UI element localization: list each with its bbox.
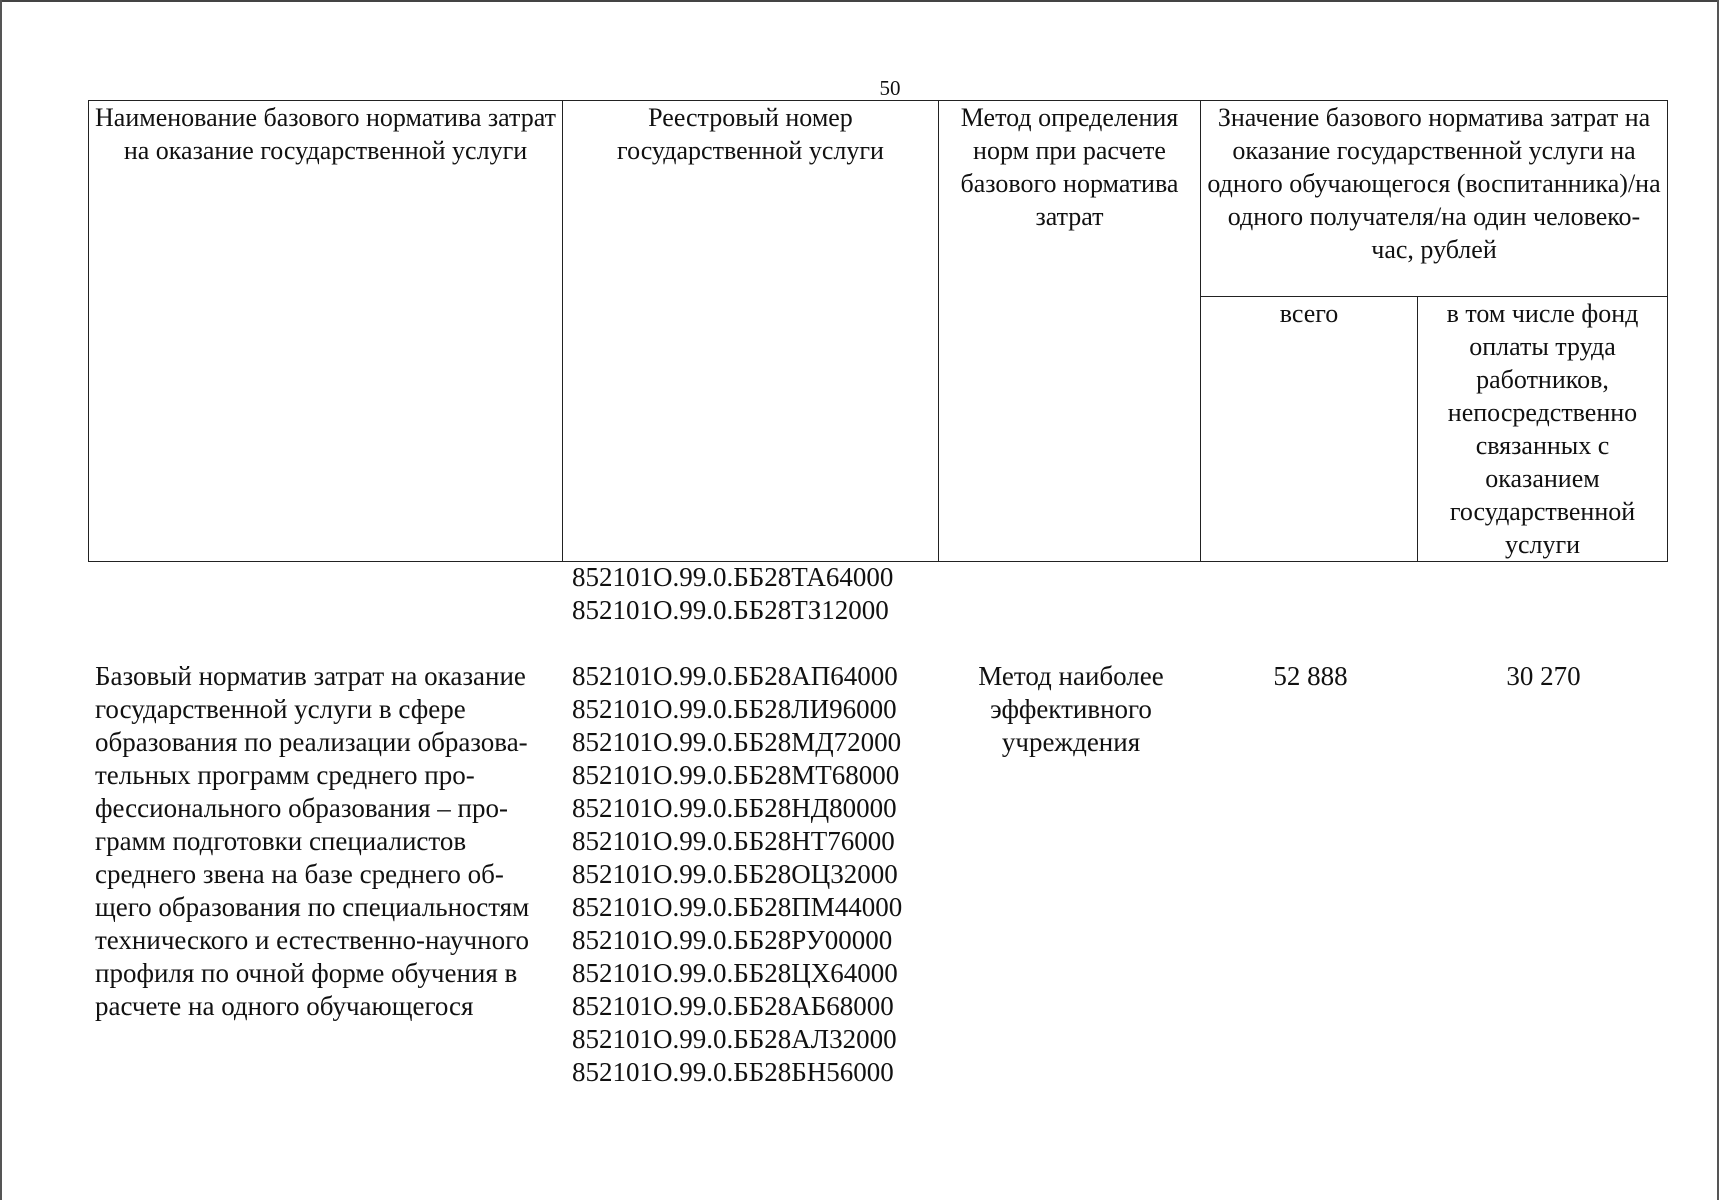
norm-name-line: фессионального образования – про- [95, 793, 508, 823]
norm-name-line: грамм подготовки специалистов [95, 826, 467, 856]
registry-code: 852101О.99.0.ББ28МД72000 [572, 727, 902, 757]
norm-name-line: тельных программ среднего про- [95, 760, 475, 790]
page-number: 50 [879, 76, 901, 100]
registry-code: 852101О.99.0.ББ28РУ00000 [572, 925, 893, 955]
continued-code: 852101О.99.0.ББ28ТА64000 [572, 562, 894, 592]
registry-code: 852101О.99.0.ББ28АП64000 [572, 661, 898, 691]
norm-name [95, 660, 557, 1023]
registry-code: 852101О.99.0.ББ28ПМ44000 [572, 892, 903, 922]
norm-name-line: среднего звена на базе среднего об- [95, 859, 504, 889]
continued-codes [572, 561, 893, 627]
continued-code: 852101О.99.0.ББ28ТЗ12000 [572, 595, 889, 625]
norm-name-line: Базовый норматив затрат на оказание [95, 661, 526, 691]
registry-code: 852101О.99.0.ББ28НД80000 [572, 793, 897, 823]
header-value-cell: Значение базового норматива затрат на оказание государственной услуги на одного обучающегося (воспитанника)/на одного получателя/на один человеко-час, рублей [1201, 101, 1668, 297]
registry-code: 852101О.99.0.ББ28НТ76000 [572, 826, 895, 856]
registry-code: 852101О.99.0.ББ28ЛИ96000 [572, 694, 897, 724]
norm-name-line: расчете на одного обучающегося [95, 991, 474, 1021]
header-table [88, 100, 1668, 562]
method-value: Метод наиболее эффективного учреждения [978, 661, 1164, 757]
total-value: 52 888 [1273, 661, 1348, 691]
header-total-cell: всего [1201, 297, 1418, 562]
wage-fund-value: 30 270 [1506, 661, 1581, 691]
registry-code: 852101О.99.0.ББ28МТ68000 [572, 760, 900, 790]
header-wage-cell: в том числе фонд оплаты труда работников, непосредственно связанных с оказанием государственной услуги [1418, 297, 1668, 562]
registry-codes [572, 660, 902, 1089]
norm-name-line: щего образования по специальностям [95, 892, 530, 922]
norm-name-line: технического и естественно-научного [95, 925, 529, 955]
norm-name-line: профиля по очной форме обучения в [95, 958, 518, 988]
scan-edge-left [0, 0, 2, 1200]
registry-code: 852101О.99.0.ББ28АБ68000 [572, 991, 894, 1021]
registry-code: 852101О.99.0.ББ28АЛ32000 [572, 1024, 897, 1054]
scan-edge-top [0, 0, 1719, 2]
norm-name-line: образования по реализации образова- [95, 727, 528, 757]
registry-code: 852101О.99.0.ББ28ЦХ64000 [572, 958, 898, 988]
registry-code: 852101О.99.0.ББ28БН56000 [572, 1057, 894, 1087]
header-name-cell: Наименование базового норматива затрат на оказание государственной услуги [89, 101, 563, 562]
header-method-cell: Метод определения норм при расчете базового норматива затрат [939, 101, 1201, 562]
norm-name-line: государственной услуги в сфере [95, 694, 466, 724]
registry-code: 852101О.99.0.ББ28ОЦ32000 [572, 859, 898, 889]
header-registry-cell: Реестровый номер государственной услуги [563, 101, 939, 562]
